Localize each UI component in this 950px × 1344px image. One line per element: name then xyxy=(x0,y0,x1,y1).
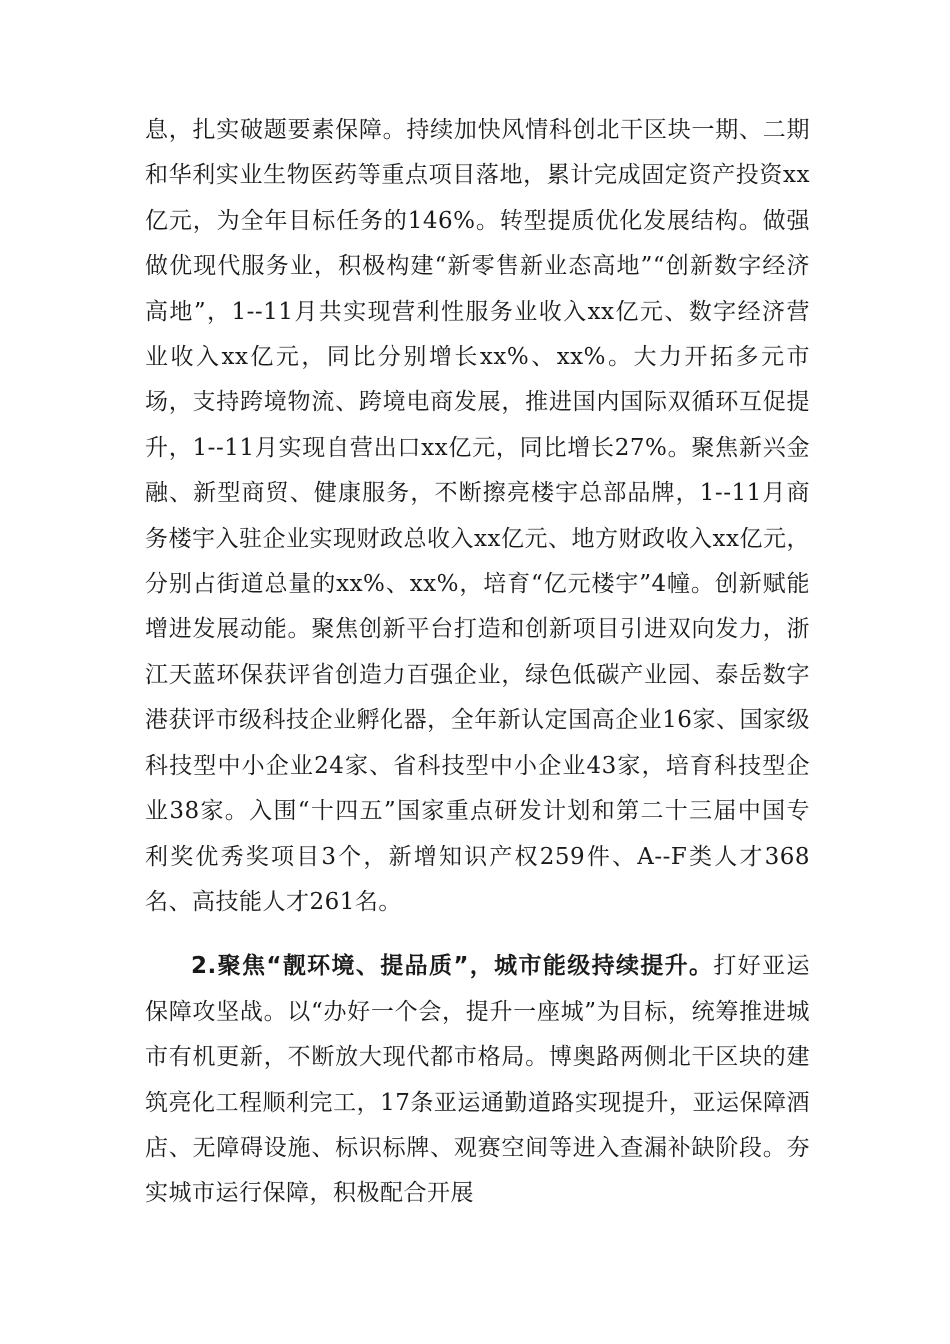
document-page xyxy=(145,108,810,1217)
section-body-text: 打好亚运保障攻坚战。以“办好一个会，提升一座城”为目标，统筹推进城市有机更新，不断放大现代都市格局。博奥路两侧北干区块的建筑亮化工程顺利完工，17条亚运通勤道路实现提升，亚运保障酒店、无障碍设施、标识标牌、观赛空间等进入查漏补缺阶段。夯实城市运行保障，积极配合开展 xyxy=(145,953,811,1207)
section-heading: 2.聚焦“靓环境、提品质”，城市能级持续提升。 xyxy=(191,953,714,980)
body-paragraph-continued: 息，扎实破题要素保障。持续加快风情科创北干区块一期、二期和华利实业生物医药等重点项目落地，累计完成固定资产投资xx亿元，为全年目标任务的146%。转型提质优化发展结构。做强做优现代服务业，积极构建“新零售新业态高地”“创新数字经济高地”，1--11月共实现营利性服务业收入xx亿元、数字经济营业收入xx亿元，同比分别增长xx%、xx%。大力开拓多元市场，支持跨境物流、跨境电商发展，推进国内国际双循环互促提升，1--11月实现自营出口xx亿元，同比增长27%。聚焦新兴金融、新型商贸、健康服务，不断擦亮楼宇总部品牌，1--11月商务楼宇入驻企业实现财政总收入xx亿元、地方财政收入xx亿元，分别占街道总量的xx%、xx%，培育“亿元楼宇”4幢。创新赋能增进发展动能。聚焦创新平台打造和创新项目引进双向发力，浙江天蓝环保获评省创造力百强企业，绿色低碳产业园、泰岳数字港获评市级科技企业孵化器，全年新认定国高企业16家、国家级科技型中小企业24家、省科技型中小企业43家，培育科技型企业38家。入围“十四五”国家重点研发计划和第二十三届中国专利奖优秀奖项目3个，新增知识产权259件、A--F类人才368名、高技能人才261名。 xyxy=(145,117,810,915)
body-paragraph-section-2 xyxy=(145,944,810,1216)
